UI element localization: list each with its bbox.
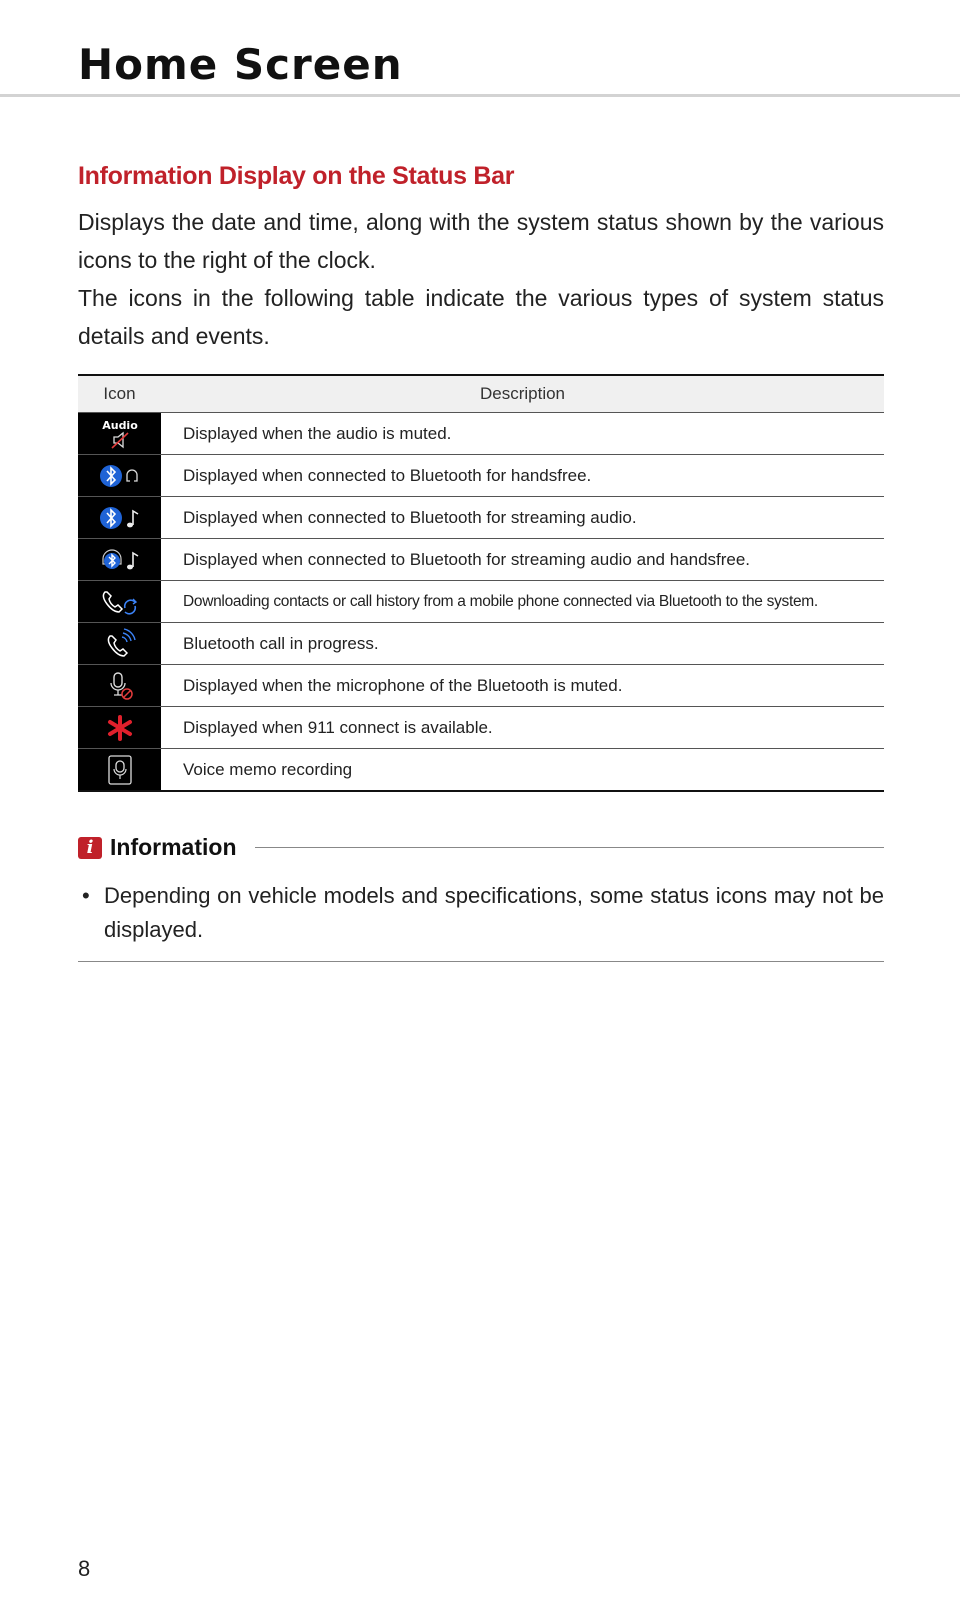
- information-divider: [255, 847, 885, 848]
- bluetooth-audio-handsfree-icon: [78, 539, 161, 581]
- table-row: [78, 539, 884, 581]
- column-header-description: Description: [161, 375, 884, 413]
- bluetooth-call-icon: [78, 623, 161, 665]
- intro-paragraph: The icons in the following table indicate the various types of system status details and events.: [78, 285, 884, 349]
- table-row: [78, 623, 884, 665]
- audio-muted-icon: [78, 413, 161, 455]
- table-row: [78, 497, 884, 539]
- svg-text:Audio: Audio: [101, 418, 138, 432]
- information-header: [78, 834, 884, 861]
- page-number: 8: [78, 1556, 91, 1581]
- information-item: [78, 879, 884, 947]
- status-icon-table: [78, 374, 884, 792]
- bullet-icon: •: [82, 883, 90, 908]
- info-icon: i: [78, 837, 102, 859]
- voice-memo-icon: [78, 749, 161, 792]
- row-description: Displayed when connected to Bluetooth for streaming audio.: [161, 497, 884, 539]
- row-description: Displayed when 911 connect is available.: [161, 707, 884, 749]
- information-box: [78, 834, 884, 962]
- status-bar-section: [78, 162, 884, 355]
- table-row: [78, 413, 884, 455]
- information-bottom-divider: [78, 961, 884, 962]
- table-row: [78, 665, 884, 707]
- header-divider: [0, 94, 960, 97]
- section-heading: Information Display on the Status Bar: [78, 162, 515, 190]
- information-text: Depending on vehicle models and specifications, some status icons may not be displayed.: [104, 883, 884, 942]
- row-description: Downloading contacts or call history from a mobile phone connected via Bluetooth to the system.: [161, 581, 884, 623]
- downloading-contacts-icon: [78, 581, 161, 623]
- page-title: Home Screen: [78, 40, 403, 89]
- row-description: Displayed when the audio is muted.: [161, 413, 884, 455]
- table-row: [78, 455, 884, 497]
- row-description: Voice memo recording: [183, 759, 353, 779]
- table-header-row: [78, 375, 884, 413]
- table-row: [78, 749, 884, 792]
- bluetooth-handsfree-icon: [78, 455, 161, 497]
- row-description: Displayed when the microphone of the Bluetooth is muted.: [161, 665, 884, 707]
- row-description: Bluetooth call in progress.: [161, 623, 884, 665]
- 911-connect-icon: [78, 707, 161, 749]
- bluetooth-audio-icon: [78, 497, 161, 539]
- intro-paragraph: Displays the date and time, along with the system status shown by the various icons to the right of the clock.: [78, 209, 884, 273]
- information-title: Information: [110, 834, 237, 860]
- row-description: Displayed when connected to Bluetooth for streaming audio and handsfree.: [161, 539, 884, 581]
- table-row: [78, 707, 884, 749]
- microphone-muted-icon: [78, 665, 161, 707]
- column-header-icon: Icon: [78, 375, 161, 413]
- table-row: [78, 581, 884, 623]
- page-header: [78, 40, 403, 89]
- row-description: Displayed when connected to Bluetooth for handsfree.: [161, 455, 884, 497]
